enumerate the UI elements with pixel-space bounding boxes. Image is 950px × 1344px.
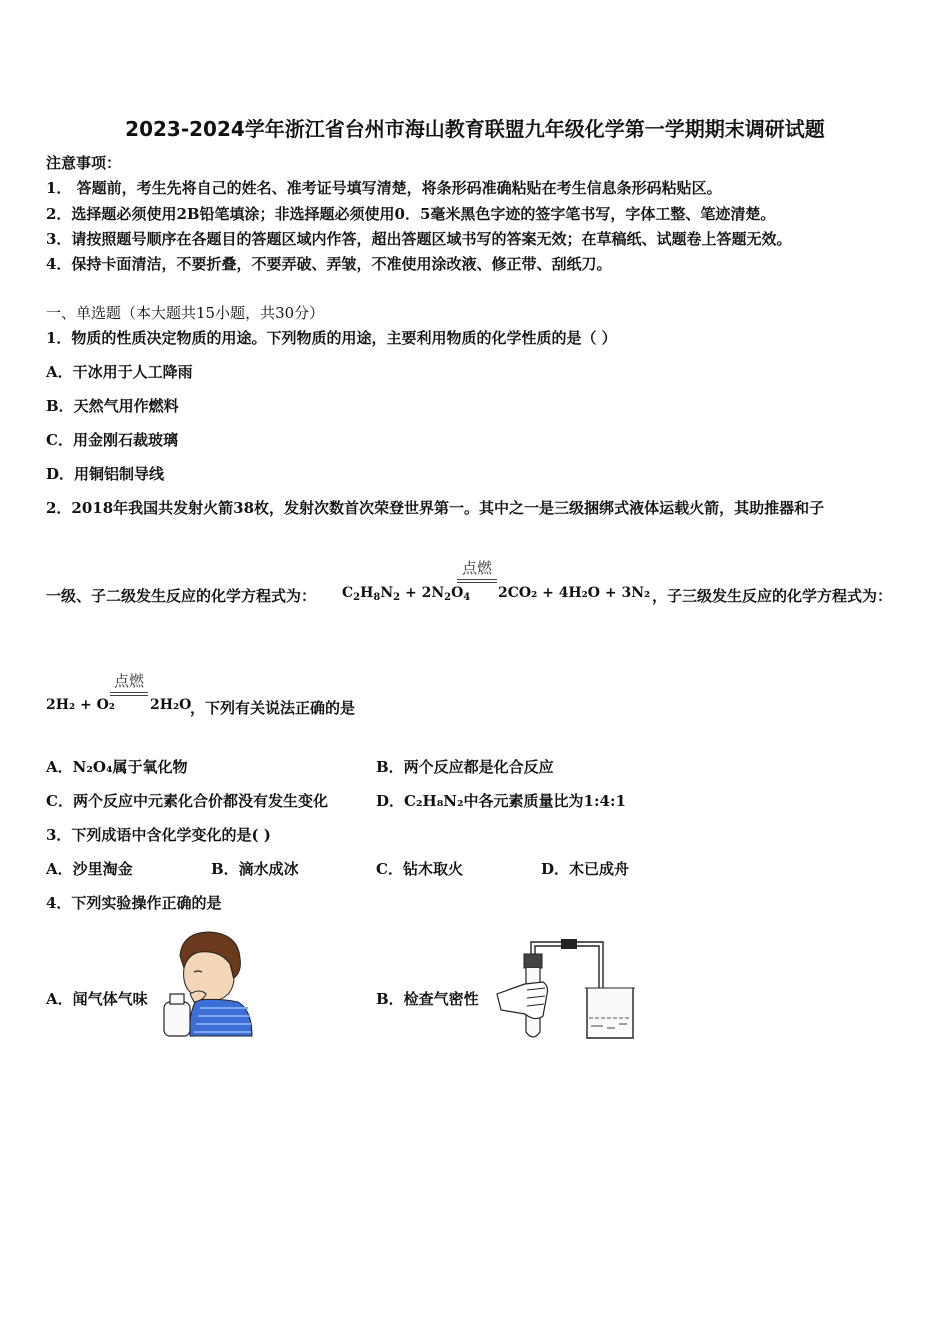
notice-heading: 注意事项： xyxy=(46,154,122,172)
question-3-option-b: B．滴水成冰 xyxy=(211,860,299,878)
equation-1-products: 2CO₂ + 4H₂O + 3N₂ xyxy=(498,585,651,601)
question-2-line-1: 2．2018年我国共发射火箭38枚，发射次数首次荣登世界第一。其中之一是三级捆绑式液体运载火箭，其助推器和子 xyxy=(46,499,825,517)
question-2-line-2-prefix: 一级、子二级发生反应的化学方程式为： xyxy=(46,587,317,605)
equation-1-condition xyxy=(457,557,497,583)
notice-item-2: 2．选择题必须使用2B铅笔填涂；非选择题必须使用0．5毫米黑色字迹的签字笔书写，字体工整、笔迹清楚。 xyxy=(46,205,776,223)
question-4-option-b: B．检查气密性 xyxy=(376,990,479,1008)
question-3-stem: 3．下列成语中含化学变化的是( ) xyxy=(46,826,271,844)
notice-item-1: 1． 答题前，考生先将自己的姓名、准考证号填写清楚，将条形码准确粘贴在考生信息条形码粘贴区。 xyxy=(46,179,722,197)
question-1-stem: 1．物质的性质决定物质的用途。下列物质的用途，主要利用物质的化学性质的是（ ） xyxy=(46,329,617,347)
page-title: 2023-2024学年浙江省台州市海山教育联盟九年级化学第一学期期末调研试题 xyxy=(125,117,825,141)
question-2-option-d: D．C₂H₈N₂中各元素质量比为1:4:1 xyxy=(376,792,626,810)
question-2-option-c: C．两个反应中元素化合价都没有发生变化 xyxy=(46,792,328,810)
notice-item-4: 4．保持卡面清洁，不要折叠，不要弄破、弄皱，不准使用涂改液、修正带、刮纸刀。 xyxy=(46,255,612,273)
question-1-option-a: A．干冰用于人工降雨 xyxy=(46,363,193,381)
equation-2-products: 2H₂O xyxy=(150,697,192,713)
equation-2-reactants: 2H₂ + O₂ xyxy=(46,697,115,713)
ignite-condition-label: 点燃 xyxy=(461,559,492,577)
question-2-line-3: ，下列有关说法正确的是 xyxy=(190,699,356,717)
question-1-option-d: D．用铜铝制导线 xyxy=(46,465,165,483)
ignite-condition-label: 点燃 xyxy=(113,672,144,690)
question-4-stem: 4．下列实验操作正确的是 xyxy=(46,894,222,912)
airtightness-apparatus-illustration xyxy=(495,930,640,1045)
question-1-option-c: C．用金刚石裁玻璃 xyxy=(46,431,178,449)
section-heading: 一、单选题（本大题共15小题，共30分） xyxy=(46,304,325,322)
smell-gas-illustration xyxy=(160,928,255,1038)
equation-1-reactants: $C_2H_8N_2 + 2N_2O_4$ xyxy=(342,585,471,603)
notice-item-3: 3．请按照题号顺序在各题目的答题区域内作答，超出答题区域书写的答案无效；在草稿纸、试题卷上答题无效。 xyxy=(46,230,792,248)
question-3-option-d: D．木已成舟 xyxy=(541,860,630,878)
question-1-option-b: B．天然气用作燃料 xyxy=(46,397,179,415)
question-2-option-a: A．N₂O₄属于氧化物 xyxy=(46,758,188,776)
question-4-option-a: A．闻气体气味 xyxy=(46,990,148,1008)
question-3-option-c: C．钻木取火 xyxy=(376,860,463,878)
question-3-option-a: A．沙里淘金 xyxy=(46,860,133,878)
question-2-option-b: B．两个反应都是化合反应 xyxy=(376,758,554,776)
question-2-line-2-suffix: ，子三级发生反应的化学方程式为： xyxy=(652,587,893,605)
equation-2-condition xyxy=(110,670,148,696)
